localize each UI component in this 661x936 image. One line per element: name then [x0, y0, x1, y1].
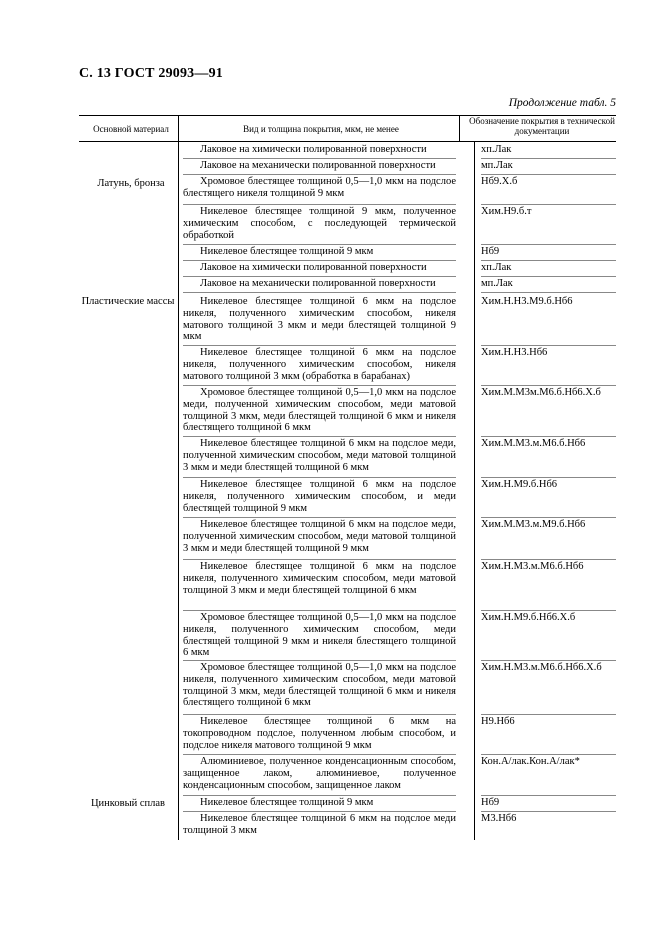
row-separator	[481, 714, 616, 715]
coating-description: Никелевое блестящее толщиной 9 мкм	[200, 246, 374, 257]
row-separator	[481, 244, 616, 245]
row-separator	[183, 204, 456, 205]
coating-designation: Нб9	[481, 246, 500, 257]
coating-description: Лаковое на механически полированной поверхности	[200, 278, 436, 289]
coating-designation: Хим.М.М3.м.М6.б.Нб6	[481, 438, 586, 449]
coating-description: Никелевое блестящее толщиной 9 мкм, полученное химическим способом, с последующей термической обработкой	[183, 206, 456, 241]
row-separator	[481, 158, 616, 159]
row-separator	[183, 385, 456, 386]
coating-description: Лаковое на механически полированной поверхности	[200, 160, 436, 171]
coating-designation: хп.Лак	[481, 262, 512, 273]
coating-description: Никелевое блестящее толщиной 6 мкм на подслое меди, полученной химическим способом, меди матовой толщиной 3 мкм и меди блестящей толщиной 6 мкм	[183, 438, 456, 473]
coating-designation: Хим.Н9.б.т	[481, 206, 532, 217]
coating-designation: мп.Лак	[481, 160, 513, 171]
column-header-designation: Обозначение покрытия в технической документации	[469, 116, 615, 136]
coating-designation: хп.Лак	[481, 144, 512, 155]
material-group: Пластические массы	[81, 296, 175, 307]
coating-designation: Хим.Н.Н3.М9.б.Нб6	[481, 296, 573, 307]
coating-designation: Хим.Н.Н3.Нб6	[481, 347, 548, 358]
page-header: С. 13 ГОСТ 29093—91	[79, 66, 223, 81]
material-group: Цинковый сплав	[90, 798, 166, 809]
row-separator	[183, 559, 456, 560]
coating-description: Никелевое блестящее толщиной 6 мкм на подслое никеля, полученного химическим способом, меди матовой толщиной 3 мкм и меди блестящей толщиной 6 мкм	[183, 561, 456, 596]
row-separator	[481, 204, 616, 205]
coating-designation: Хим.Н.М9.б.Нб6	[481, 479, 558, 490]
coating-designation: Кон.А/лак.Кон.А/лак*	[481, 756, 580, 767]
row-separator	[183, 660, 456, 661]
coating-description: Никелевое блестящее толщиной 6 мкм на токопроводном подслое, полученном любым способом, и подслое никеля матового толщиной 9 мкм	[183, 716, 456, 751]
header-divider	[178, 115, 179, 141]
row-separator	[481, 385, 616, 386]
coating-description: Лаковое на химически полированной поверхности	[200, 262, 427, 273]
row-separator	[481, 559, 616, 560]
coating-description: Хромовое блестящее толщиной 0,5—1,0 мкм на подслое блестящего никеля толщиной 9 мкм	[183, 176, 456, 199]
row-separator	[481, 276, 616, 277]
row-separator	[183, 158, 456, 159]
coating-description: Хромовое блестящее толщиной 0,5—1,0 мкм на подслое никеля, полученного химическим способом, меди матовой толщиной 3 мкм, меди блестящей толщиной 6 мкм и никеля блестящего толщиной 6 мкм	[183, 662, 456, 709]
coating-description: Никелевое блестящее толщиной 9 мкм	[200, 797, 374, 808]
row-separator	[481, 795, 616, 796]
row-separator	[183, 795, 456, 796]
coating-description: Никелевое блестящее толщиной 6 мкм на подслое никеля, полученного химическим способом, никеля матового толщиной 3 мкм (обработка в барабанах)	[183, 347, 456, 382]
row-separator	[183, 276, 456, 277]
coating-designation: Хим.Н.М3.м.М6.б.Нб6	[481, 561, 584, 572]
row-separator	[183, 174, 456, 175]
material-group: Латунь, бронза	[97, 178, 165, 189]
column-header-material: Основной материал	[93, 124, 169, 134]
row-separator	[183, 714, 456, 715]
table-continuation-label: Продолжение табл. 5	[508, 97, 616, 109]
coating-designation: Нб9.Х.б	[481, 176, 518, 187]
coating-description: Лаковое на химически полированной поверхности	[200, 144, 427, 155]
coating-designation: Хим.М.М3.м.М9.б.Нб6	[481, 519, 586, 530]
column-divider	[178, 141, 179, 840]
row-separator	[183, 517, 456, 518]
row-separator	[183, 260, 456, 261]
coating-designation: Хим.М.М3м.М6.б.Нб6.Х.б	[481, 387, 601, 398]
row-separator	[481, 754, 616, 755]
coating-description: Хромовое блестящее толщиной 0,5—1,0 мкм на подслое меди, полученной химическим способом, меди матовой толщиной 3 мкм, меди блестящей толщиной 6 мкм и никеля блестящего толщиной 6 мкм	[183, 387, 456, 434]
row-separator	[183, 610, 456, 611]
row-separator	[481, 260, 616, 261]
column-header-coating: Вид и толщина покрытия, мкм, не менее	[243, 124, 399, 134]
row-separator	[481, 345, 616, 346]
header-divider	[459, 115, 460, 141]
row-separator	[183, 811, 456, 812]
column-divider	[474, 141, 475, 840]
coating-designation: мп.Лак	[481, 278, 513, 289]
coating-description: Хромовое блестящее толщиной 0,5—1,0 мкм на подслое никеля, полученного химическим способом, меди блестящей толщиной 9 мкм и никеля блестящего толщиной 6 мкм	[183, 612, 456, 659]
row-separator	[183, 436, 456, 437]
row-separator	[481, 517, 616, 518]
row-separator	[481, 174, 616, 175]
coating-designation: М3.Нб6	[481, 813, 517, 824]
coating-description: Никелевое блестящее толщиной 6 мкм на подслое никеля, полученного химическим способом, никеля матового толщиной 3 мкм и меди блестящей толщиной 9 мкм	[183, 296, 456, 343]
table-header-rule	[79, 141, 616, 142]
row-separator	[481, 610, 616, 611]
row-separator	[481, 477, 616, 478]
row-separator	[183, 754, 456, 755]
coating-designation: Хим.Н.М3.м.М6.б.Нб6.Х.б	[481, 662, 602, 673]
row-separator	[481, 811, 616, 812]
coating-description: Алюминиевое, полученное конденсационным способом, защищенное лаком, алюминиевое, полученное конденсационным способом, защищенное лаком	[183, 756, 456, 791]
row-separator	[481, 660, 616, 661]
row-separator	[481, 292, 616, 293]
coating-designation: Н9.Нб6	[481, 716, 515, 727]
row-separator	[183, 345, 456, 346]
coating-description: Никелевое блестящее толщиной 6 мкм на подслое никеля, полученного химическим способом, и меди блестящей толщиной 9 мкм	[183, 479, 456, 514]
row-separator	[183, 244, 456, 245]
row-separator	[481, 436, 616, 437]
coating-description: Никелевое блестящее толщиной 6 мкм на подслое меди, полученной химическим способом, меди матовой толщиной 3 мкм и меди блестящей толщиной 9 мкм	[183, 519, 456, 554]
coating-designation: Хим.Н.М9.б.Нб6.Х.б	[481, 612, 576, 623]
row-separator	[183, 292, 456, 293]
row-separator	[183, 477, 456, 478]
coating-designation: Нб9	[481, 797, 500, 808]
coating-description: Никелевое блестящее толщиной 6 мкм на подслое меди толщиной 3 мкм	[183, 813, 456, 836]
